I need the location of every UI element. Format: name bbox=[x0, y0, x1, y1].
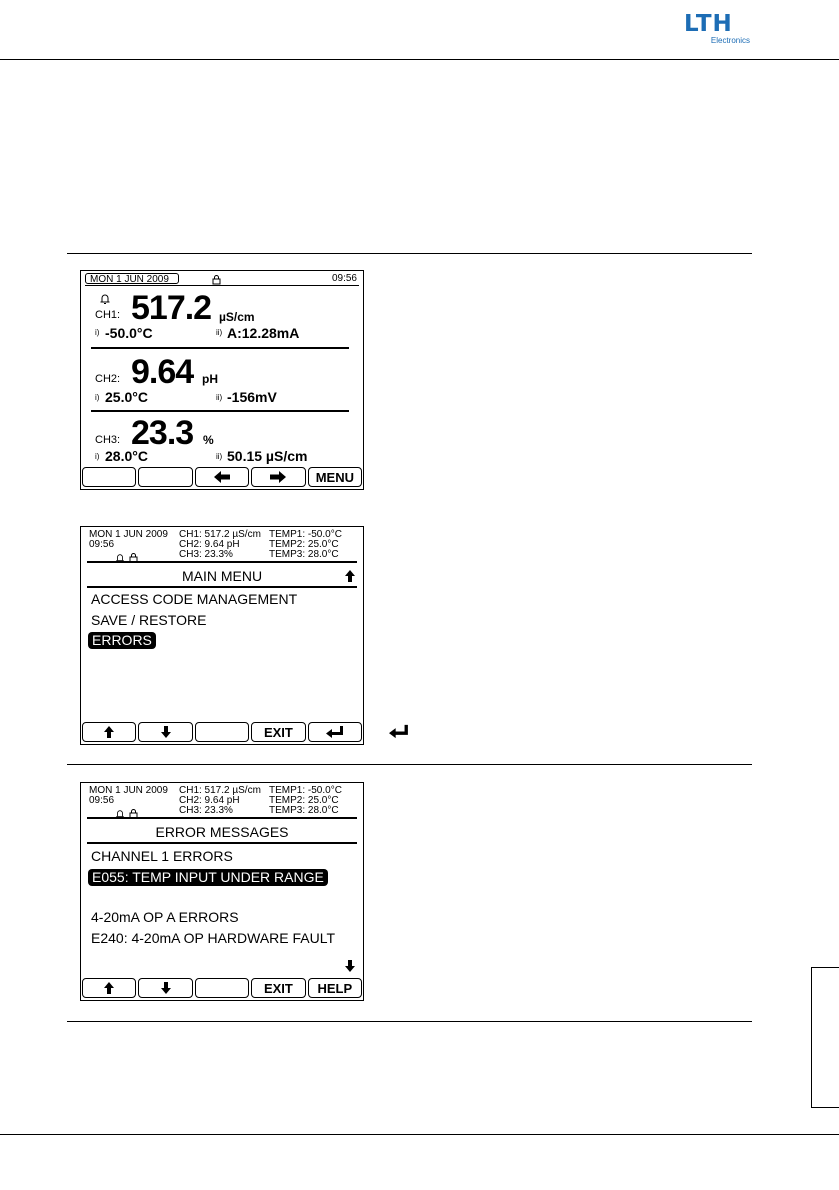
info-date: MON 1 JUN 2009 bbox=[89, 529, 168, 540]
ch1-value: 517.2 bbox=[131, 289, 212, 327]
softkey-blank[interactable] bbox=[195, 722, 249, 742]
softkey-up[interactable] bbox=[82, 722, 136, 742]
header-date: MON 1 JUN 2009 bbox=[85, 273, 179, 284]
ch2-sub-i-tag: i) bbox=[95, 393, 100, 402]
info-ch1: CH1: 517.2 µS/cm bbox=[179, 529, 261, 540]
menu-item-errors[interactable]: ERRORS bbox=[88, 632, 156, 649]
main-menu-screen bbox=[80, 526, 364, 745]
softkey-right-arrow[interactable] bbox=[251, 467, 305, 487]
alarm-bell-icon bbox=[115, 807, 125, 823]
lock-icon bbox=[129, 551, 138, 567]
exit-button[interactable]: EXIT bbox=[251, 722, 305, 742]
arrow-down-icon bbox=[161, 726, 171, 738]
ch3-unit: % bbox=[203, 433, 214, 447]
softkey-down[interactable] bbox=[138, 722, 192, 742]
ch3-sub-i-value: 28.0°C bbox=[105, 448, 148, 464]
chapter-tab bbox=[811, 967, 839, 1108]
ch1-label: CH1: bbox=[95, 309, 121, 321]
info-ch3: CH3: 23.3% bbox=[179, 549, 233, 560]
softkey-blank[interactable] bbox=[195, 978, 249, 998]
logo-subtext: Electronics bbox=[710, 36, 750, 45]
menu-title: MAIN MENU bbox=[181, 568, 263, 584]
section-rule-middle bbox=[67, 764, 752, 765]
menu-button[interactable]: MENU bbox=[308, 467, 362, 487]
help-button[interactable]: HELP bbox=[308, 978, 362, 998]
error-group-4-20ma-op-a: 4-20mA OP A ERRORS bbox=[91, 909, 239, 925]
ch3-sub-ii-value: 50.15 µS/cm bbox=[227, 448, 308, 464]
info-temp1: TEMP1: -50.0°C bbox=[269, 785, 342, 796]
title-top-rule bbox=[87, 817, 357, 819]
ch1-sub-ii-tag: ii) bbox=[216, 328, 223, 337]
title-bottom-rule bbox=[87, 586, 357, 588]
alarm-bell-icon bbox=[115, 551, 125, 567]
header-time: 09:56 bbox=[331, 273, 357, 284]
softkey-1[interactable] bbox=[82, 467, 136, 487]
ch3-label: CH3: bbox=[95, 434, 121, 446]
ch2-label: CH2: bbox=[95, 373, 121, 385]
softkey-left-arrow[interactable] bbox=[195, 467, 249, 487]
alarm-bell-icon bbox=[99, 293, 111, 309]
error-item-e240[interactable]: E240: 4-20mA OP HARDWARE FAULT bbox=[91, 930, 336, 946]
main-display-screen bbox=[80, 270, 364, 490]
info-temp3: TEMP3: 28.0°C bbox=[269, 805, 339, 816]
lock-icon bbox=[129, 807, 138, 823]
arrow-up-icon bbox=[104, 726, 114, 738]
info-temp1: TEMP1: -50.0°C bbox=[269, 529, 342, 540]
menu-item-access-code[interactable]: ACCESS CODE MANAGEMENT bbox=[91, 591, 298, 607]
title-bottom-rule bbox=[87, 842, 357, 844]
info-temp3: TEMP3: 28.0°C bbox=[269, 549, 339, 560]
ch1-unit: µS/cm bbox=[219, 310, 255, 324]
softkey-bar bbox=[82, 467, 362, 487]
ch2-unit: pH bbox=[202, 372, 218, 386]
softkey-up[interactable] bbox=[82, 978, 136, 998]
ch1-sub-i-tag: i) bbox=[95, 328, 100, 337]
scroll-down-icon bbox=[345, 960, 355, 976]
enter-icon bbox=[389, 724, 409, 744]
error-group-channel-1: CHANNEL 1 ERRORS bbox=[91, 848, 233, 864]
footer-rule bbox=[0, 1134, 839, 1135]
info-time: 09:56 bbox=[89, 539, 115, 550]
menu-item-save-restore[interactable]: SAVE / RESTORE bbox=[91, 612, 207, 628]
info-ch2: CH2: 9.64 pH bbox=[179, 539, 240, 550]
info-ch3: CH3: 23.3% bbox=[179, 805, 233, 816]
title-top-rule bbox=[87, 561, 357, 563]
enter-button[interactable] bbox=[308, 722, 362, 742]
logo-text: LTH bbox=[684, 11, 733, 37]
menu-title: ERROR MESSAGES bbox=[155, 824, 289, 840]
ch1-sub-ii-value: A:12.28mA bbox=[227, 325, 300, 341]
softkey-down[interactable] bbox=[138, 978, 192, 998]
arrow-down-icon bbox=[161, 982, 171, 994]
info-ch1: CH1: 517.2 µS/cm bbox=[179, 785, 261, 796]
arrow-left-icon bbox=[213, 471, 231, 483]
arrow-up-icon bbox=[104, 982, 114, 994]
ch2-sub-ii-value: -156mV bbox=[227, 389, 277, 405]
ch3-sub-i-tag: i) bbox=[95, 452, 100, 461]
ch2-sub-i-value: 25.0°C bbox=[105, 389, 148, 405]
ch2-value: 9.64 bbox=[131, 353, 194, 391]
section-rule-bottom bbox=[67, 1021, 752, 1022]
ch2-separator bbox=[91, 410, 349, 412]
lth-logo bbox=[684, 12, 750, 46]
header-rule bbox=[0, 59, 839, 60]
softkey-bar bbox=[82, 978, 362, 998]
ch2-sub-ii-tag: ii) bbox=[216, 393, 223, 402]
info-temp2: TEMP2: 25.0°C bbox=[269, 795, 339, 806]
info-time: 09:56 bbox=[89, 795, 115, 806]
exit-button[interactable]: EXIT bbox=[251, 978, 305, 998]
ch3-value: 23.3 bbox=[131, 414, 194, 452]
scroll-up-icon bbox=[345, 570, 355, 586]
section-rule-top bbox=[67, 253, 752, 254]
info-ch2: CH2: 9.64 pH bbox=[179, 795, 240, 806]
info-temp2: TEMP2: 25.0°C bbox=[269, 539, 339, 550]
ch3-sub-ii-tag: ii) bbox=[216, 452, 223, 461]
header-line bbox=[85, 285, 359, 286]
softkey-bar bbox=[82, 722, 362, 742]
enter-icon bbox=[326, 726, 344, 738]
info-date: MON 1 JUN 2009 bbox=[89, 785, 168, 796]
error-item-e055[interactable]: E055: TEMP INPUT UNDER RANGE bbox=[88, 869, 328, 886]
ch1-sub-i-value: -50.0°C bbox=[105, 325, 153, 341]
lock-icon bbox=[212, 273, 221, 289]
ch1-separator bbox=[91, 347, 349, 349]
error-messages-screen bbox=[80, 782, 364, 1001]
arrow-right-icon bbox=[269, 471, 287, 483]
softkey-2[interactable] bbox=[138, 467, 192, 487]
